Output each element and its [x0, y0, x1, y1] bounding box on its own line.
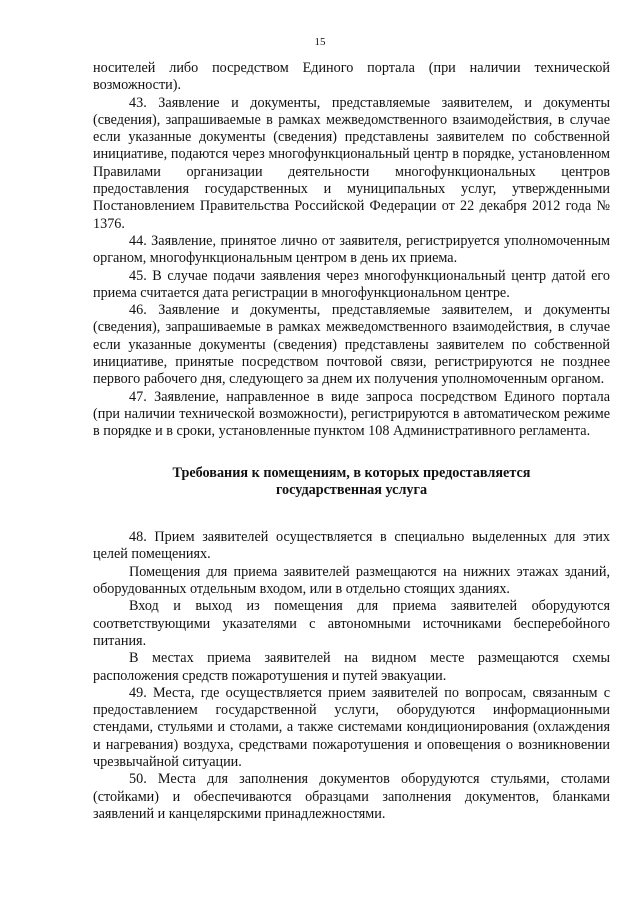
paragraph-47: 47. Заявление, направленное в виде запроса посредством Единого портала (при наличии технической возможности), регистрируются в автоматическом режиме в порядке и в сроки, установленные пунктом 108 Административного регламента. — [93, 388, 610, 440]
paragraph-49: 49. Места, где осуществляется прием заявителей по вопросам, связанным с предоставлением государственной услуги, оборудуются информационными стендами, стульями и столами, а также системами кондиционирования (охлаждения и нагревания) воздуха, средствами пожаротушения и оповещения о возникновении чрезвычайной ситуации. — [93, 684, 610, 770]
paragraph-46: 46. Заявление и документы, представляемые заявителем, и документы (сведения), запрашиваемые в рамках межведомственного взаимодействия, в случае если указанные документы (сведения) представлены заявителем по собственной инициативе, принятые посредством почтовой связи, регистрируются не позднее первого рабочего дня, следующего за днем их получения уполномоченным органом. — [93, 302, 610, 388]
document-body — [93, 60, 610, 823]
section-heading-line-1: Требования к помещениям, в которых предоставляется — [172, 464, 531, 481]
paragraph-continuation: носителей либо посредством Единого портала (при наличии технической возможности). — [93, 60, 610, 94]
paragraph-43: 43. Заявление и документы, представляемые заявителем, и документы (сведения), запрашиваемые в рамках межведомственного взаимодействия, в случае если указанные документы (сведения) представлены заявителем по собственной инициативе, подаются через многофункциональный центр в порядке, установленном Правилами организации деятельности многофункциональных центров предоставления государственных и муниципальных услуг, утвержденными Постановлением Правительства Российской Федерации от 22 декабря 2012 года № 1376. — [93, 94, 610, 232]
section-heading — [93, 465, 610, 500]
page-number: 15 — [314, 36, 326, 48]
paragraph-entrance-exit: Вход и выход из помещения для приема заявителей оборудуются соответствующими указателями с автономными источниками бесперебойного питания. — [93, 598, 610, 649]
paragraph-48: 48. Прием заявителей осуществляется в специально выделенных для этих целей помещениях. — [93, 529, 610, 563]
paragraph-50: 50. Места для заполнения документов оборудуются стульями, столами (стойками) и обеспечиваются образцами заполнения документов, бланками заявлений и канцелярскими принадлежностями. — [93, 771, 610, 822]
paragraph-44: 44. Заявление, принятое лично от заявителя, регистрируется уполномоченным органом, многофункциональным центром в день их приема. — [93, 232, 610, 267]
paragraph-rooms-location: Помещения для приема заявителей размещаются на нижних этажах зданий, оборудованных отдельным входом, или в отдельно стоящих зданиях. — [93, 563, 610, 598]
paragraph-evacuation-schemes: В местах приема заявителей на видном месте размещаются схемы расположения средств пожаротушения и путей эвакуации. — [93, 650, 610, 684]
section-heading-line-2: государственная услуга — [275, 481, 428, 498]
paragraph-45: 45. В случае подачи заявления через многофункциональный центр датой его приема считается дата регистрации в многофункциональном центре. — [93, 267, 610, 301]
